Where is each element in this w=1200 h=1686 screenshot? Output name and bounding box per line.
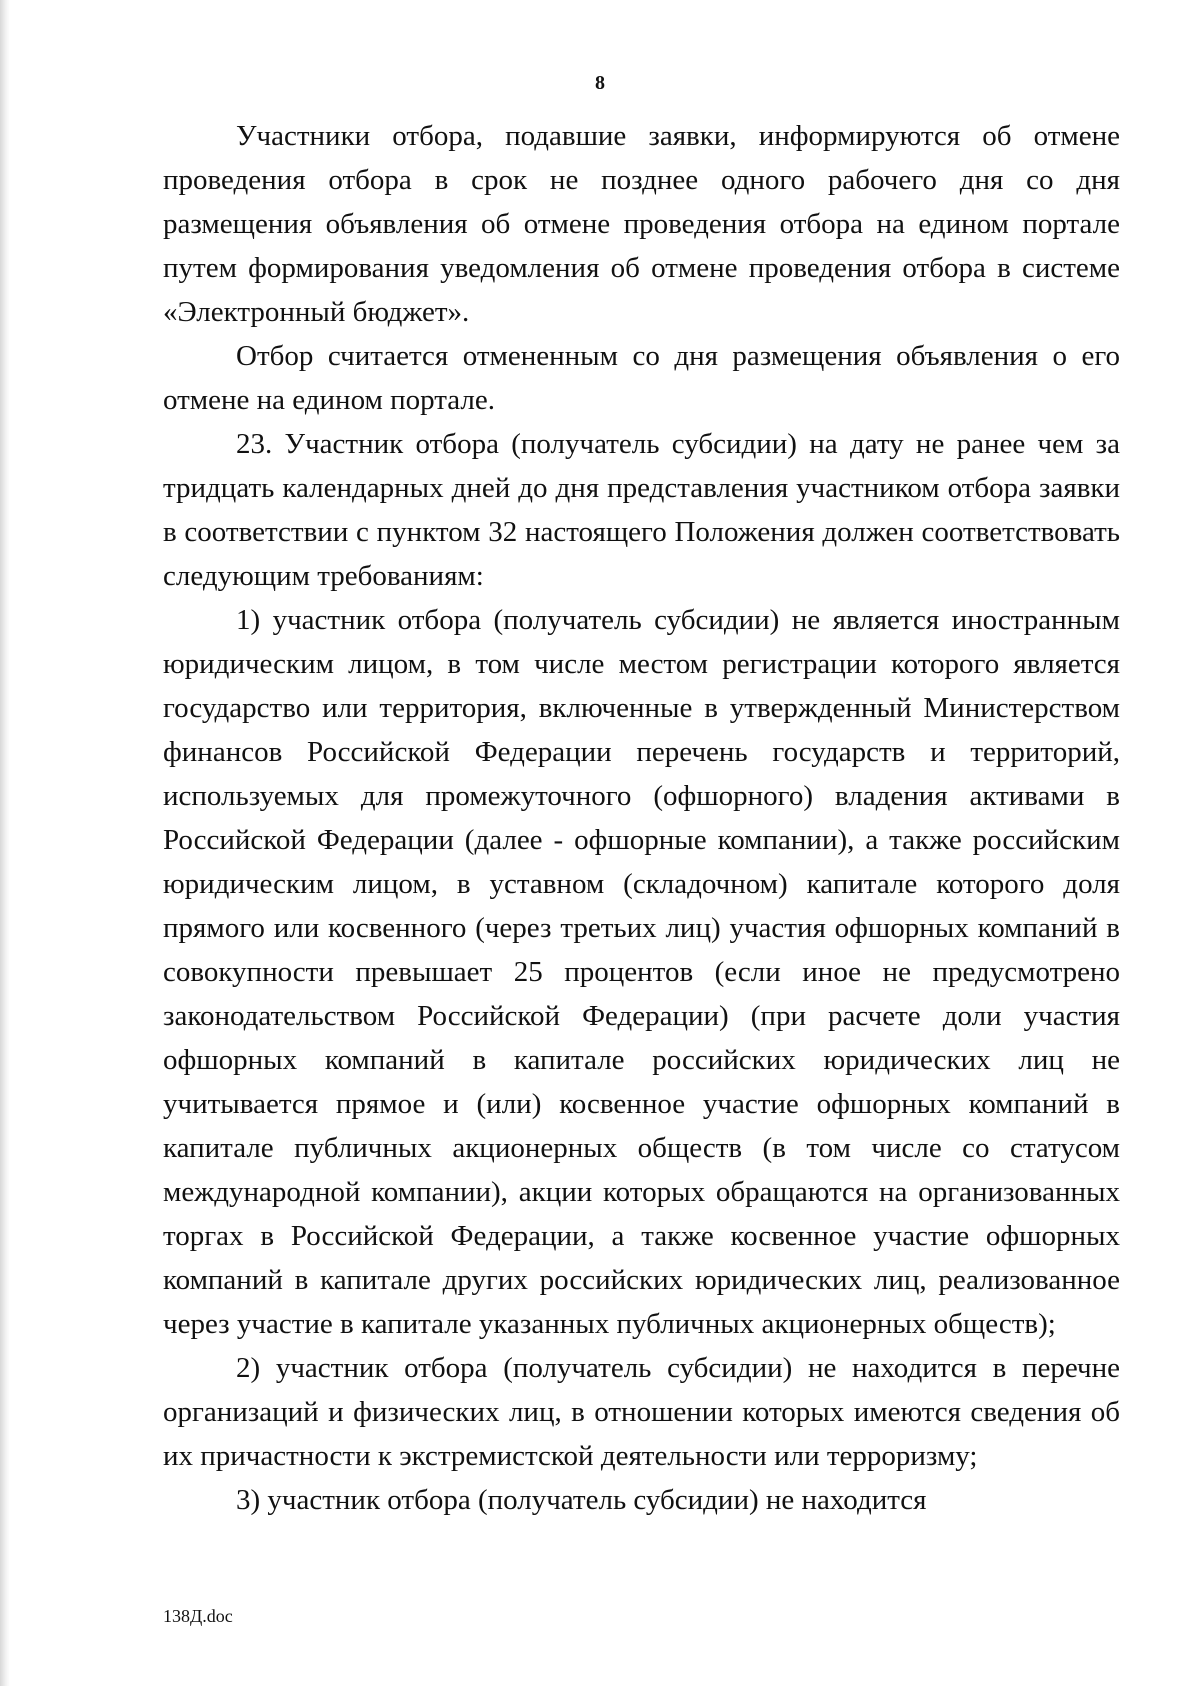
paragraph-notification: Участники отбора, подавшие заявки, информируются об отмене проведения отбора в срок не позднее одного рабочего дня со дня размещения объявления об отмене проведения отбора на едином портале путем формирования уведомления об отмене проведения отбора в системе «Электронный бюджет». <box>163 120 1120 328</box>
paragraph-cancellation: Отбор считается отмененным со дня размещения объявления о его отмене на едином портале. <box>163 340 1120 416</box>
footer-filename: 138Д.doc <box>163 1606 233 1626</box>
paragraph-item-23: 23. Участник отбора (получатель субсидии) на дату не ранее чем за тридцать календарных дней до дня представления участником отбора заявки в соответствии с пунктом 32 настоящего Положения должен соответствовать следующим требованиям: <box>163 428 1120 592</box>
scan-edge <box>0 0 10 1686</box>
paragraph-requirement-2: 2) участник отбора (получатель субсидии) не находится в перечне организаций и физических лиц, в отношении которых имеются сведения об их причастности к экстремистской деятельности или терроризму; <box>163 1352 1120 1472</box>
paragraph-requirement-1: 1) участник отбора (получатель субсидии) не является иностранным юридическим лицом, в том числе местом регистрации которого является государство или территория, включенные в утвержденный Министерством финансов Российской Федерации перечень государств и территорий, используемых для промежуточного (офшорного) владения активами в Российской Федерации (далее - офшорные компании), а также российским юридическим лицом, в уставном (складочном) капитале которого доля прямого или косвенного (через третьих лиц) участия офшорных компаний в совокупности превышает 25 процентов (если иное не предусмотрено законодательством Российской Федерации) (при расчете доли участия офшорных компаний в капитале российских юридических лиц не учитывается прямое и (или) косвенное участие офшорных компаний в капитале публичных акционерных обществ (в том числе со статусом международной компании), акции которых обращаются на организованных торгах в Российской Федерации, а также косвенное участие офшорных компаний в капитале других российских юридических лиц, реализованное через участие в капитале указанных публичных акционерных обществ); <box>163 604 1120 1340</box>
paragraph-requirement-3: 3) участник отбора (получатель субсидии) не находится <box>236 1484 927 1516</box>
document-body <box>163 114 1120 1522</box>
page-number: 8 <box>595 72 605 94</box>
